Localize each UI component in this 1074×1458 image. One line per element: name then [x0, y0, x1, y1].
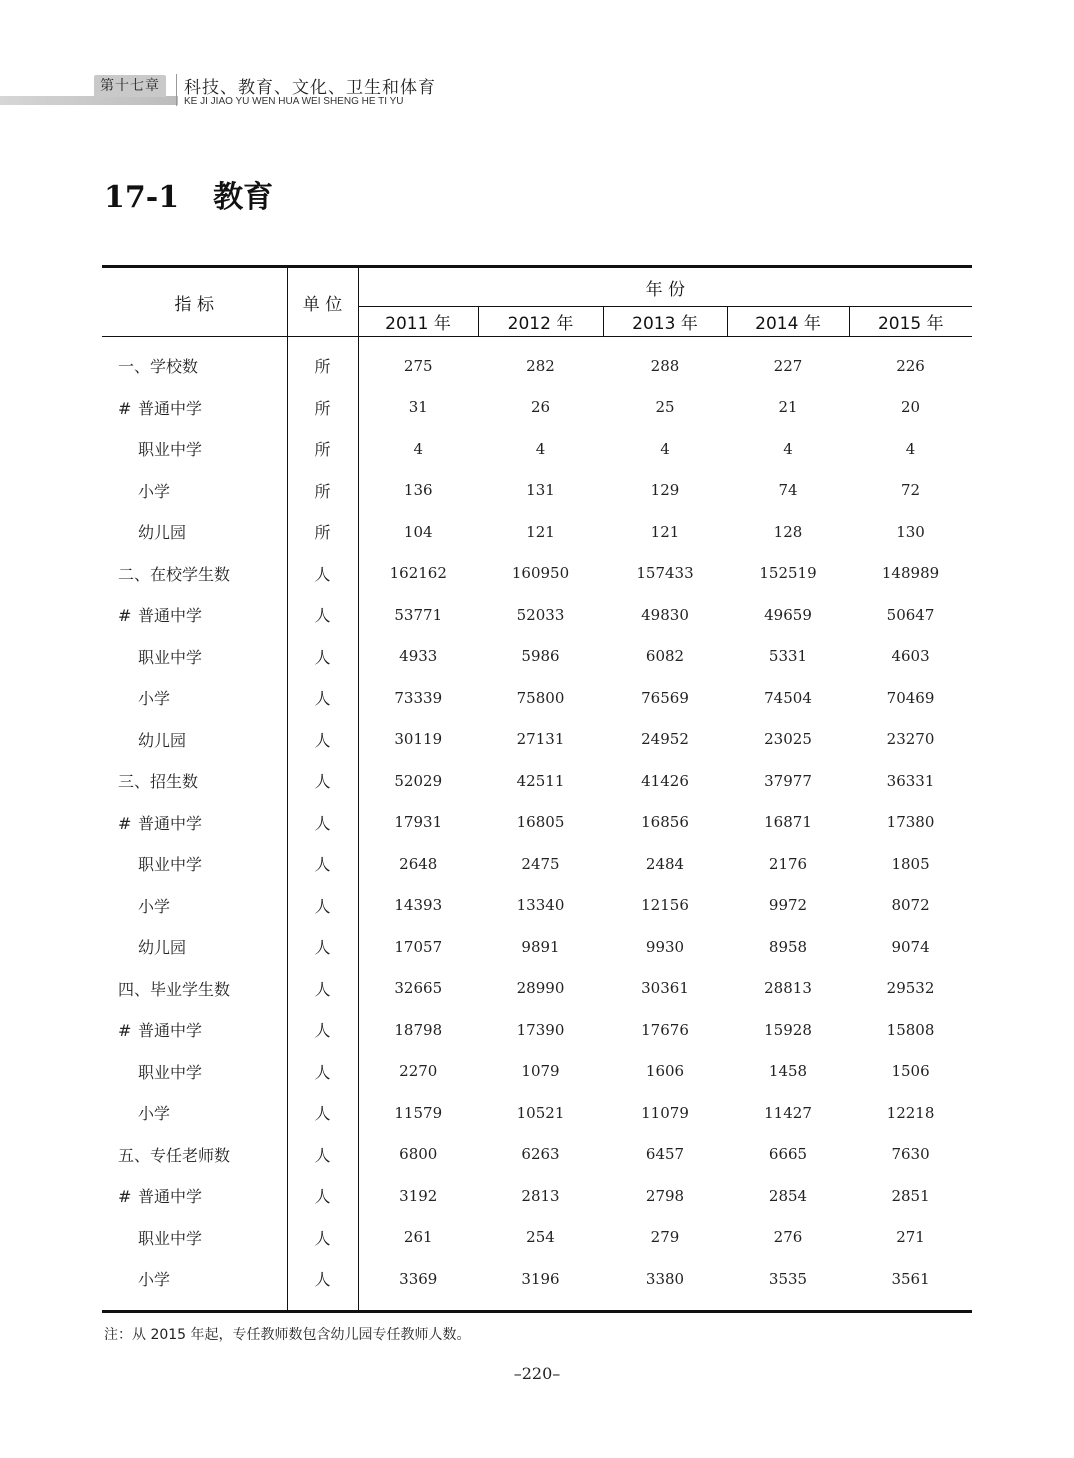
table-row — [102, 1092, 972, 1134]
cell-value: 4 — [905, 439, 916, 458]
cell-value: 28990 — [516, 979, 565, 998]
cell-indicator — [102, 1175, 287, 1217]
cell-unit: 人 — [287, 1134, 358, 1176]
cell-value: 16805 — [516, 813, 565, 832]
cell-value: 128 — [773, 522, 803, 541]
table-row — [102, 337, 972, 387]
cell-indicator — [102, 843, 287, 885]
education-table — [102, 265, 972, 1313]
subitem-mark: # — [118, 813, 132, 833]
table-row — [102, 926, 972, 968]
header-year: 2015 年 — [849, 307, 972, 337]
cell-value: 17390 — [516, 1020, 565, 1039]
cell-value: 21 — [778, 398, 798, 417]
cell-unit: 人 — [287, 760, 358, 802]
cell-value: 4 — [660, 439, 670, 458]
cell-value: 261 — [403, 1228, 433, 1247]
cell-unit: 人 — [287, 1092, 358, 1134]
cell-value: 4 — [413, 439, 424, 458]
cell-value: 2851 — [891, 1186, 930, 1205]
subitem-mark: # — [118, 606, 132, 626]
cell-value: 3561 — [891, 1269, 930, 1288]
cell-unit: 人 — [287, 594, 358, 636]
cell-indicator — [102, 885, 287, 927]
cell-unit: 人 — [287, 636, 358, 678]
cell-value: 18798 — [394, 1020, 443, 1039]
cell-indicator — [102, 926, 287, 968]
cell-value: 49659 — [764, 605, 812, 624]
cell-indicator — [102, 1134, 287, 1176]
cell-value: 160950 — [511, 564, 570, 583]
table-row — [102, 1217, 972, 1259]
indicator-label: 普通中学 — [138, 398, 203, 418]
cell-value: 53771 — [394, 605, 443, 624]
cell-value: 2484 — [645, 854, 685, 873]
cell-value: 25 — [655, 398, 675, 417]
cell-value: 17676 — [641, 1020, 689, 1039]
indicator-label: 幼儿园 — [138, 938, 187, 958]
cell-value: 5986 — [521, 647, 560, 666]
chapter-pinyin: KE JI JIAO YU WEN HUA WEI SHENG HE TI YU — [184, 96, 404, 107]
cell-indicator — [102, 677, 287, 719]
cell-value: 3192 — [399, 1186, 438, 1205]
cell-indicator — [102, 719, 287, 761]
cell-value: 24952 — [641, 730, 689, 749]
cell-value: 1506 — [891, 1062, 930, 1081]
indicator-label: 四、毕业学生数 — [118, 979, 231, 999]
cell-indicator — [102, 511, 287, 553]
cell-indicator — [102, 470, 287, 512]
subitem-mark: # — [118, 1187, 132, 1207]
cell-value: 121 — [526, 522, 555, 541]
cell-value: 73339 — [394, 688, 443, 707]
table-row — [102, 636, 972, 678]
cell-value: 276 — [773, 1228, 803, 1247]
cell-value: 70469 — [886, 688, 935, 707]
cell-value: 50647 — [886, 605, 935, 624]
indicator-label: 职业中学 — [138, 1228, 203, 1248]
indicator-label: 三、招生数 — [118, 772, 199, 792]
chapter-divider — [176, 74, 177, 106]
cell-value: 6457 — [645, 1145, 685, 1164]
table-row — [102, 511, 972, 553]
cell-value: 136 — [403, 481, 433, 500]
cell-value: 13340 — [516, 896, 565, 915]
cell-value: 4933 — [399, 647, 438, 666]
cell-unit: 人 — [287, 553, 358, 595]
table-row — [102, 1175, 972, 1217]
table-row — [102, 428, 972, 470]
cell-value: 30361 — [641, 979, 689, 998]
chapter-title: 科技、教育、文化、卫生和体育 — [184, 78, 436, 98]
table-note: 注：从 2015 年起，专任教师数包含幼儿园专任教师人数。 — [104, 1327, 471, 1343]
indicator-label: 小学 — [138, 689, 171, 709]
table-row — [102, 968, 972, 1010]
cell-value: 282 — [526, 356, 555, 375]
page-number: –220– — [513, 1364, 561, 1383]
cell-value: 2813 — [521, 1186, 560, 1205]
cell-value: 23025 — [764, 730, 812, 749]
cell-value: 23270 — [886, 730, 935, 749]
indicator-label: 普通中学 — [138, 1021, 203, 1041]
table-row — [102, 885, 972, 927]
cell-unit: 所 — [287, 428, 358, 470]
table-row — [102, 1009, 972, 1051]
cell-value: 7630 — [891, 1145, 930, 1164]
indicator-label: 一、学校数 — [118, 357, 199, 377]
cell-value: 14393 — [394, 896, 443, 915]
cell-value: 20 — [900, 398, 921, 417]
cell-unit: 人 — [287, 1009, 358, 1051]
indicator-label: 普通中学 — [138, 1187, 203, 1207]
header-year: 2012 年 — [478, 307, 603, 337]
cell-value: 2798 — [645, 1186, 685, 1205]
cell-value: 41426 — [641, 771, 689, 790]
cell-value: 28813 — [764, 979, 812, 998]
indicator-label: 普通中学 — [138, 606, 203, 626]
cell-indicator — [102, 968, 287, 1010]
table-row — [102, 719, 972, 761]
cell-value: 74 — [778, 481, 798, 500]
cell-unit: 人 — [287, 719, 358, 761]
cell-value: 6665 — [768, 1145, 808, 1164]
cell-value: 52033 — [516, 605, 565, 624]
cell-value: 2270 — [399, 1062, 438, 1081]
cell-indicator — [102, 1217, 287, 1259]
cell-value: 279 — [650, 1228, 680, 1247]
cell-unit: 人 — [287, 926, 358, 968]
table-row — [102, 802, 972, 844]
cell-value: 52029 — [394, 771, 443, 790]
cell-value: 4 — [535, 439, 546, 458]
cell-value: 9972 — [768, 896, 808, 915]
cell-value: 3380 — [645, 1269, 685, 1288]
cell-value: 9930 — [645, 937, 685, 956]
cell-value: 4603 — [891, 647, 930, 666]
cell-value: 11579 — [394, 1103, 443, 1122]
indicator-label: 二、在校学生数 — [118, 564, 231, 584]
cell-value: 6082 — [645, 647, 685, 666]
cell-unit: 人 — [287, 885, 358, 927]
indicator-label: 小学 — [138, 896, 171, 916]
cell-value: 226 — [896, 356, 925, 375]
cell-value: 8072 — [891, 896, 930, 915]
table-row — [102, 553, 972, 595]
subitem-mark: # — [118, 398, 132, 418]
cell-value: 17380 — [886, 813, 935, 832]
subitem-mark: # — [118, 1021, 132, 1041]
indicator-label: 职业中学 — [138, 1062, 203, 1082]
cell-value: 17931 — [394, 813, 443, 832]
cell-value: 27131 — [516, 730, 565, 749]
cell-value: 157433 — [636, 564, 694, 583]
cell-indicator — [102, 636, 287, 678]
cell-unit: 人 — [287, 1051, 358, 1093]
table-row — [102, 1051, 972, 1093]
cell-value: 6263 — [521, 1145, 560, 1164]
cell-value: 9891 — [521, 937, 560, 956]
cell-unit: 所 — [287, 511, 358, 553]
cell-value: 37977 — [764, 771, 812, 790]
indicator-label: 幼儿园 — [138, 730, 187, 750]
cell-value: 11079 — [641, 1103, 689, 1122]
header-year: 2013 年 — [603, 307, 727, 337]
indicator-label: 小学 — [138, 1270, 171, 1290]
cell-unit: 所 — [287, 387, 358, 429]
header-unit: 单 位 — [287, 267, 358, 337]
table-row — [102, 594, 972, 636]
cell-value: 31 — [408, 398, 428, 417]
cell-value: 16871 — [764, 813, 812, 832]
cell-value: 5331 — [768, 647, 808, 666]
cell-value: 254 — [526, 1228, 555, 1247]
cell-unit: 所 — [287, 470, 358, 512]
cell-indicator — [102, 1009, 287, 1051]
cell-value: 4 — [783, 439, 793, 458]
cell-indicator — [102, 1258, 287, 1311]
cell-value: 130 — [896, 522, 925, 541]
header-indicator: 指 标 — [102, 267, 287, 337]
cell-indicator — [102, 428, 287, 470]
cell-value: 12156 — [641, 896, 689, 915]
table-row — [102, 387, 972, 429]
section-name: 教育 — [213, 180, 274, 215]
cell-value: 72 — [900, 481, 921, 500]
indicator-label: 五、专任老师数 — [118, 1145, 231, 1165]
cell-value: 1606 — [645, 1062, 685, 1081]
cell-value: 8958 — [768, 937, 808, 956]
cell-value: 3196 — [521, 1269, 560, 1288]
cell-unit: 人 — [287, 968, 358, 1010]
cell-value: 227 — [773, 356, 803, 375]
indicator-label: 幼儿园 — [138, 523, 187, 543]
chapter-badge: 第十七章 — [94, 75, 166, 97]
cell-value: 11427 — [764, 1103, 812, 1122]
cell-value: 75800 — [516, 688, 565, 707]
cell-unit: 所 — [287, 337, 358, 387]
table-body — [102, 337, 972, 1312]
cell-unit: 人 — [287, 802, 358, 844]
table-row — [102, 470, 972, 512]
cell-value: 275 — [403, 356, 433, 375]
indicator-label: 职业中学 — [138, 647, 203, 667]
cell-value: 76569 — [641, 688, 689, 707]
section-number: 17-1 — [104, 180, 180, 215]
cell-value: 12218 — [886, 1103, 935, 1122]
indicator-label: 职业中学 — [138, 855, 203, 875]
section-title — [104, 172, 273, 216]
cell-unit: 人 — [287, 1217, 358, 1259]
cell-value: 15928 — [764, 1020, 812, 1039]
table-row — [102, 843, 972, 885]
cell-value: 26 — [530, 398, 551, 417]
cell-unit: 人 — [287, 843, 358, 885]
cell-value: 1079 — [521, 1062, 560, 1081]
cell-value: 6800 — [399, 1145, 438, 1164]
cell-unit: 人 — [287, 677, 358, 719]
cell-value: 1458 — [768, 1062, 808, 1081]
cell-value: 3369 — [399, 1269, 438, 1288]
indicator-label: 小学 — [138, 481, 171, 501]
cell-indicator — [102, 802, 287, 844]
cell-indicator — [102, 1051, 287, 1093]
cell-value: 16856 — [641, 813, 689, 832]
cell-unit: 人 — [287, 1175, 358, 1217]
table-bottom-rule — [102, 1311, 972, 1313]
cell-value: 152519 — [759, 564, 817, 583]
header-year-group: 年 份 — [358, 267, 972, 307]
cell-value: 30119 — [394, 730, 443, 749]
cell-value: 162162 — [389, 564, 447, 583]
table-row — [102, 1258, 972, 1311]
cell-indicator — [102, 337, 287, 387]
indicator-label: 普通中学 — [138, 813, 203, 833]
cell-value: 9074 — [891, 937, 930, 956]
header-year: 2014 年 — [727, 307, 849, 337]
cell-value: 2854 — [768, 1186, 808, 1205]
indicator-label: 职业中学 — [138, 440, 203, 460]
header-year: 2011 年 — [358, 307, 478, 337]
table-row — [102, 760, 972, 802]
cell-indicator — [102, 553, 287, 595]
cell-value: 42511 — [516, 771, 565, 790]
cell-indicator — [102, 387, 287, 429]
cell-value: 288 — [650, 356, 680, 375]
table-row — [102, 677, 972, 719]
chapter-bar — [0, 96, 178, 105]
cell-value: 10521 — [516, 1103, 565, 1122]
cell-value: 29532 — [886, 979, 935, 998]
cell-value: 1805 — [891, 854, 930, 873]
cell-value: 271 — [896, 1228, 925, 1247]
cell-value: 3535 — [768, 1269, 808, 1288]
cell-value: 104 — [403, 522, 433, 541]
cell-unit: 人 — [287, 1258, 358, 1311]
cell-value: 32665 — [394, 979, 443, 998]
cell-value: 36331 — [886, 771, 935, 790]
cell-value: 121 — [650, 522, 680, 541]
table-row — [102, 1134, 972, 1176]
cell-indicator — [102, 1092, 287, 1134]
cell-value: 74504 — [764, 688, 812, 707]
cell-indicator — [102, 594, 287, 636]
cell-value: 2475 — [521, 854, 560, 873]
cell-value: 49830 — [641, 605, 689, 624]
cell-value: 148989 — [881, 564, 940, 583]
cell-value: 2648 — [399, 854, 438, 873]
indicator-label: 小学 — [138, 1104, 171, 1124]
cell-value: 129 — [650, 481, 680, 500]
cell-value: 131 — [526, 481, 555, 500]
cell-value: 2176 — [768, 854, 808, 873]
cell-value: 15808 — [886, 1020, 935, 1039]
cell-indicator — [102, 760, 287, 802]
cell-value: 17057 — [394, 937, 443, 956]
